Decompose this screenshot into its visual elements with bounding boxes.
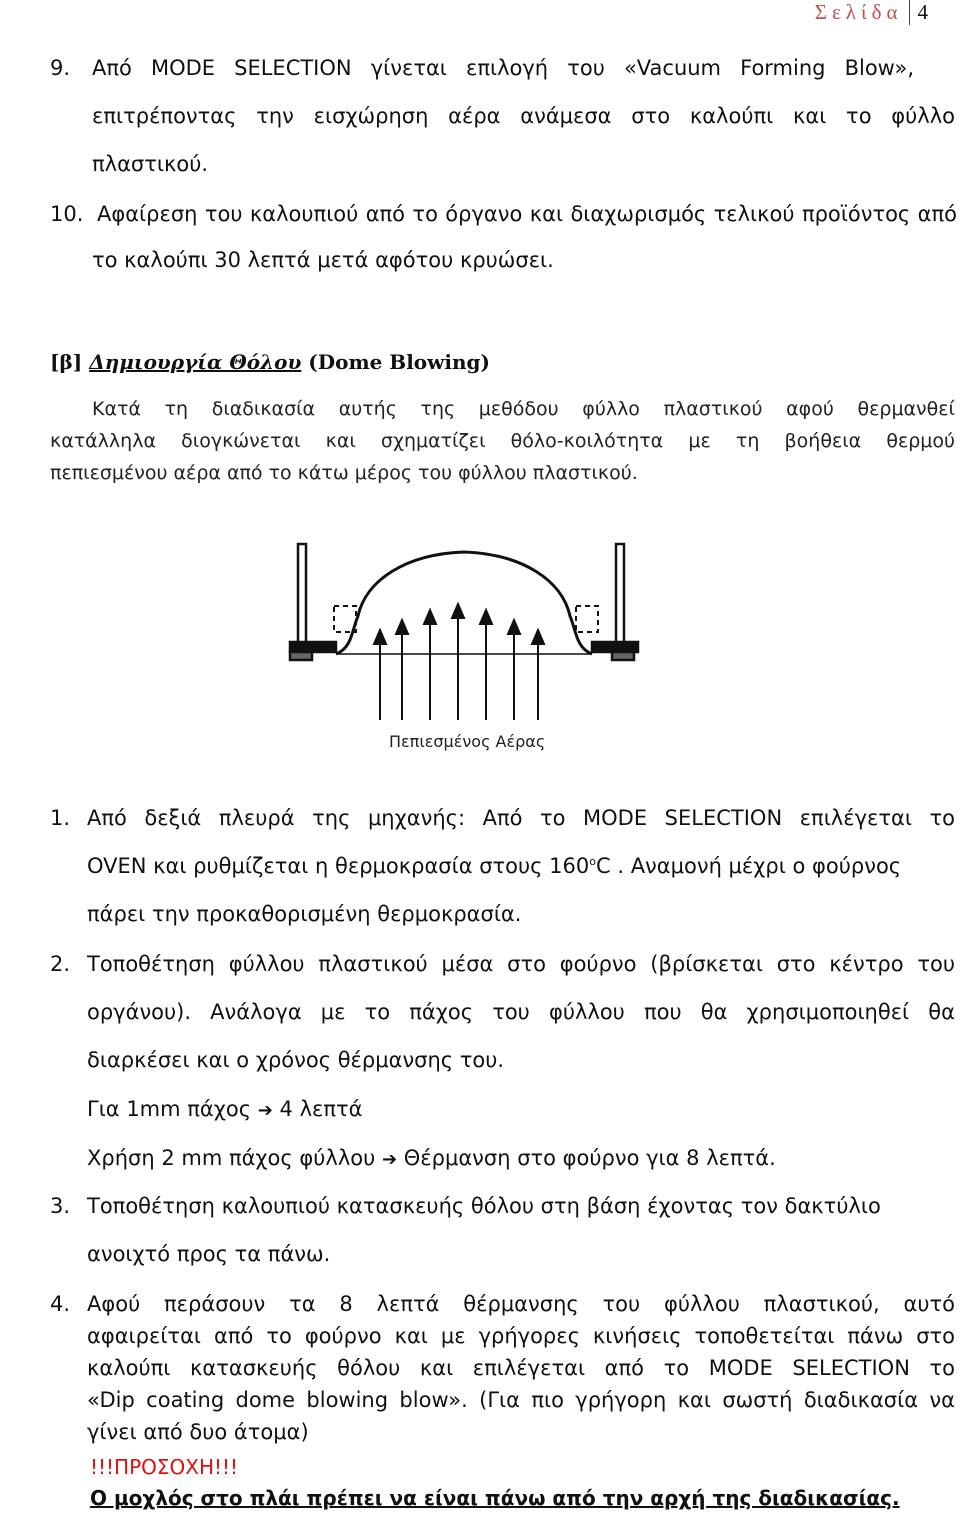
section-heading <box>50 350 490 374</box>
step-text-line: Χρήση 2 mm πάχος φύλλου ➔ Θέρμανση στο φούρνο για 8 λεπτά. <box>87 1146 776 1170</box>
step-text-line: Αφού περάσουν τα 8 λεπτά θέρμανσης του φύλλου πλαστικού, αυτό <box>87 1292 955 1316</box>
air-arrows <box>374 604 544 720</box>
intro-line: κατάλληλα διογκώνεται και σχηματίζει θόλο-κοιλότητα με τη βοήθεια θερμού <box>50 430 955 452</box>
step-text-line: αφαιρείται από το φούρνο και με γρήγορες κινήσεις τοποθετείται πάνω στο <box>87 1324 955 1348</box>
figure-caption: Πεπιεσμένος Αέρας <box>389 732 546 751</box>
step-number: 10. <box>50 202 84 226</box>
left-post <box>298 544 306 644</box>
left-clamp <box>290 642 336 652</box>
right-arrow-icon: ➔ <box>381 1149 398 1170</box>
page-label: Σελίδα <box>814 0 903 24</box>
step-number: 2. <box>50 952 71 976</box>
step-text-line: γίνει από δυο άτομα) <box>87 1420 309 1444</box>
step-text-line: ανοιχτό προς τα πάνω. <box>87 1242 331 1266</box>
step-number: 9. <box>50 56 71 80</box>
intro-line: πεπιεσμένου αέρα από το κάτω μέρος του φύλλου πλαστικού. <box>50 462 638 484</box>
step-text-line: OVEN και ρυθμίζεται η θερμοκρασία στους 160$^o$C . Αναμονή μέχρι ο φούρνος <box>87 854 902 878</box>
step-text-line: πλαστικού. <box>92 152 209 176</box>
right-clamp <box>592 642 638 652</box>
step-text-line: Τοποθέτηση φύλλου πλαστικού μέσα στο φούρνο (βρίσκεται στο κέντρο του <box>87 952 955 976</box>
step-text-line: Από MODE SELECTION γίνεται επιλογή του «Vacuum Forming Blow», <box>92 56 914 80</box>
dome-shape <box>336 552 592 654</box>
step-text-line: πάρει την προκαθορισμένη θερμοκρασία. <box>87 902 522 926</box>
step-text-line: το καλούπι 30 λεπτά μετά αφότου κρυώσει. <box>92 248 554 272</box>
step-text-line: Αφαίρεση του καλουπιού από το όργανο και διαχωρισμός τελικού προϊόντος από <box>97 202 957 226</box>
intro-line: Κατά τη διαδικασία αυτής της μεθόδου φύλλο πλαστικού αφού θερμανθεί <box>92 398 955 420</box>
step-text-line: «Dip coating dome blowing blow». (Για πιο γρήγορη και σωστή διαδικασία να <box>87 1388 955 1412</box>
final-note: Ο μοχλός στο πλάι πρέπει να είναι πάνω από την αρχή της διαδικασίας. <box>90 1486 900 1510</box>
warning-label: !!!ΠΡΟΣΟΧΗ!!! <box>90 1455 239 1479</box>
step-text-line: Τοποθέτηση καλουπιού κατασκευής θόλου στη βάση έχοντας τον δακτύλιο <box>87 1194 881 1218</box>
page-header <box>815 0 928 26</box>
step-text-line: καλούπι κατασκευής θόλου και επιλέγεται από το MODE SELECTION το <box>87 1356 955 1380</box>
section-subtitle: (Dome Blowing) <box>308 350 490 374</box>
right-dashed-box <box>576 606 598 632</box>
step-number: 1. <box>50 806 71 830</box>
right-arrow-icon: ➔ <box>257 1100 273 1121</box>
step-text-line: Από δεξιά πλευρά της μηχανής: Από το MODE SELECTION επιλέγεται το <box>87 806 955 830</box>
step-number: 3. <box>50 1194 71 1218</box>
step-text-line: επιτρέποντας την εισχώρηση αέρα ανάμεσα στο καλούπι και το φύλλο <box>92 104 955 128</box>
step-text-line: Για 1mm πάχος ➔ 4 λεπτά <box>87 1097 363 1121</box>
right-post <box>616 544 624 644</box>
step-text-line: διαρκέσει και ο χρόνος θέρμανσης του. <box>87 1048 505 1072</box>
page-number: 4 <box>909 0 929 25</box>
section-prefix: [β] <box>50 350 83 374</box>
step-number: 4. <box>50 1292 71 1316</box>
dome-blowing-diagram <box>286 530 666 725</box>
section-title: Δημιουργία Θόλου <box>89 350 302 374</box>
step-text-line: οργάνου). Ανάλογα με το πάχος του φύλλου που θα χρησιμοποιηθεί θα <box>87 1000 955 1024</box>
